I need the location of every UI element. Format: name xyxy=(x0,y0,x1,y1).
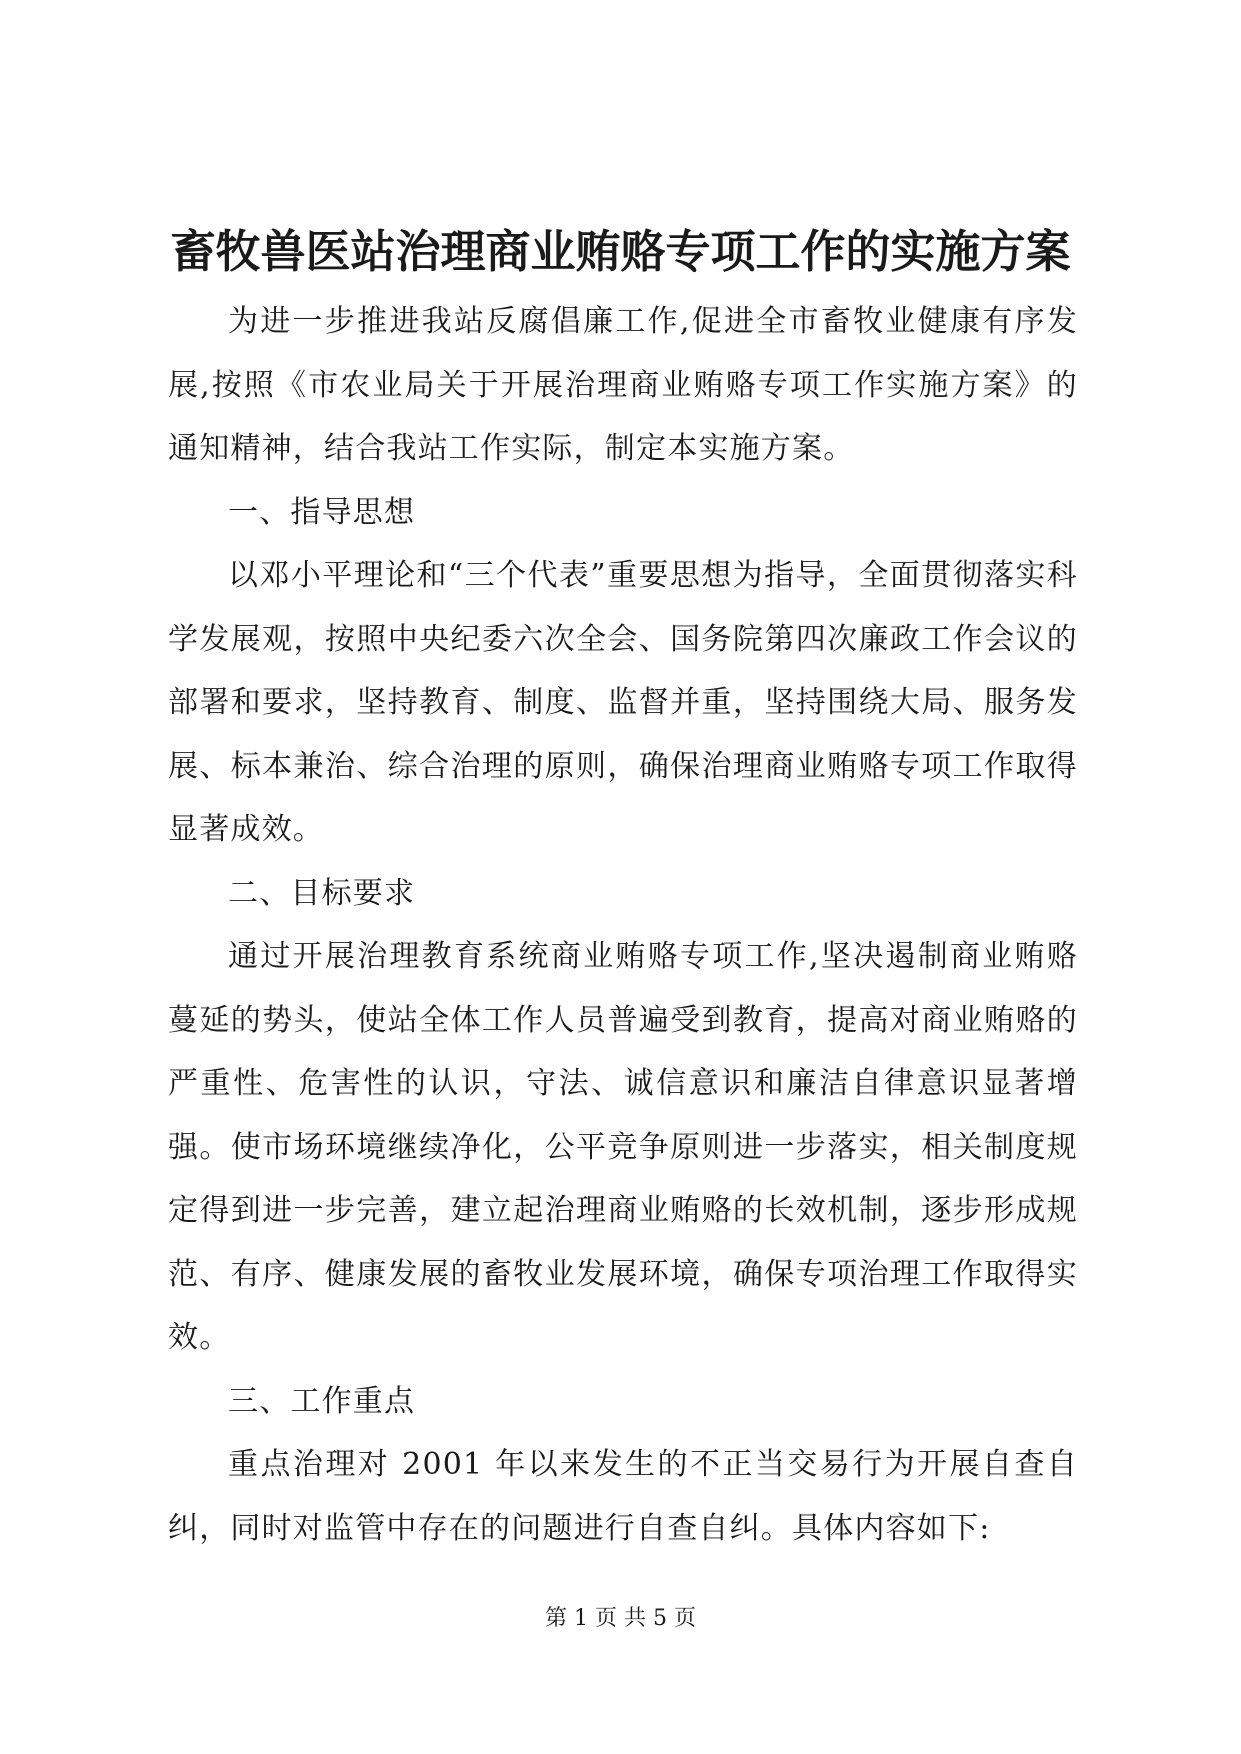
page-number-footer: 第 1 页 共 5 页 xyxy=(545,1606,696,1631)
document-body xyxy=(168,290,1078,1560)
section-heading-key-work: 三、工作重点 xyxy=(228,1383,416,1419)
section-text-goals: 通过开展治理教育系统商业贿赂专项工作,坚决遏制商业贿赂蔓延的势头，使站全体工作人员普遍受到教育，提高对商业贿赂的严重性、危害性的认识，守法、诚信意识和廉洁自律意识显著增强。使市场环境继续净化，公平竞争原则进一步落实，相关制度规定得到进一步完善，建立起治理商业贿赂的长效机制，逐步形成规范、有序、健康发展的畜牧业发展环境，确保专项治理工作取得实效。 xyxy=(168,939,1078,1355)
document-title: 畜牧兽医站治理商业贿赂专项工作的实施方案 xyxy=(170,225,1071,278)
section-heading-goals: 二、目标要求 xyxy=(228,875,416,911)
section-text-guiding-ideology: 以邓小平理论和“三个代表”重要思想为指导，全面贯彻落实科学发展观，按照中央纪委六次全会、国务院第四次廉政工作会议的部署和要求，坚持教育、制度、监督并重，坚持围绕大局、服务发展、标本兼治、综合治理的原则，确保治理商业贿赂专项工作取得显著成效。 xyxy=(168,558,1078,847)
section-text-key-work: 重点治理对 2001 年以来发生的不正当交易行为开展自查自纠，同时对监管中存在的问题进行自查自纠。具体内容如下: xyxy=(168,1447,1078,1546)
section-heading-guiding-ideology: 一、指导思想 xyxy=(228,494,416,530)
intro-paragraph: 为进一步推进我站反腐倡廉工作,促进全市畜牧业健康有序发展,按照《市农业局关于开展治理商业贿赂专项工作实施方案》的通知精神，结合我站工作实际，制定本实施方案。 xyxy=(168,304,1078,466)
